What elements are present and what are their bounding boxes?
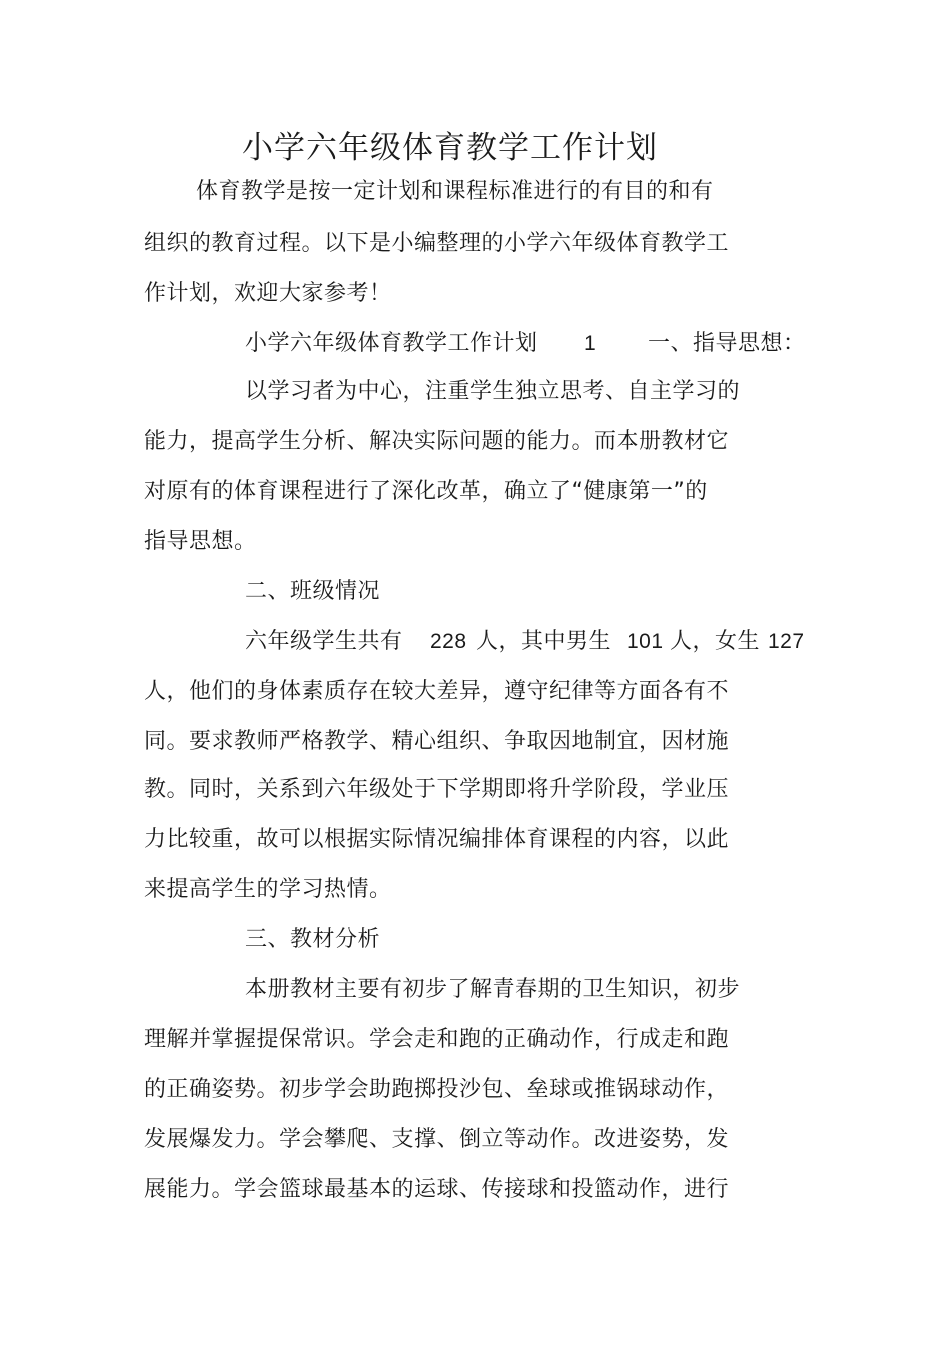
plan-heading-number: 1 [584,332,597,355]
class-line-4: 教。同时，关系到六年级处于下学期即将升学阶段，学业压 [144,777,730,802]
material-line-5: 展能力。学会篮球最基本的运球、传接球和投篮动作，进行 [144,1177,730,1202]
class-total-count: 228 [430,630,467,653]
material-line-1: 本册教材主要有初步了解青春期的卫生知识，初步 [245,977,741,1002]
material-line-2: 理解并掌握提保常识。学会走和跑的正确动作，行成走和跑 [144,1027,730,1052]
class-boys-count: 101 [627,630,664,653]
document-title: 小学六年级体育教学工作计划 [242,130,658,166]
section-heading-class: 二、班级情况 [245,579,381,604]
intro-line-3: 作计划，欢迎大家参考！ [144,281,392,306]
class-line-1-a: 六年级学生共有 [245,629,403,654]
class-line-1-c: 人，女生 [670,629,761,654]
class-line-3: 同。要求教师严格教学、精心组织、争取因地制宜，因材施 [144,729,730,754]
guiding-line-1: 以学习者为中心，注重学生独立思考、自主学习的 [245,379,741,404]
class-line-6: 来提高学生的学习热情。 [144,877,392,902]
plan-heading-name: 小学六年级体育教学工作计划 [245,331,538,356]
material-line-3: 的正确姿势。初步学会助跑掷投沙包、垒球或推锅球动作， [144,1077,730,1102]
section-heading-material: 三、教材分析 [245,927,381,952]
intro-line-1: 体育教学是按一定计划和课程标准进行的有目的和有 [196,179,714,204]
guiding-line-3: 对原有的体育课程进行了深化改革，确立了“健康第一”的 [144,479,708,504]
class-line-5: 力比较重，故可以根据实际情况编排体育课程的内容，以此 [144,827,730,852]
section-heading-guiding: 一、指导思想： [648,331,806,356]
material-line-4: 发展爆发力。学会攀爬、支撑、倒立等动作。改进姿势，发 [144,1127,730,1152]
intro-line-2: 组织的教育过程。以下是小编整理的小学六年级体育教学工 [144,231,730,256]
class-line-1-b: 人，其中男生 [476,629,612,654]
class-girls-count: 127 [768,630,805,653]
guiding-line-4: 指导思想。 [144,529,257,554]
class-line-2: 人，他们的身体素质存在较大差异，遵守纪律等方面各有不 [144,679,730,704]
guiding-line-2: 能力，提高学生分析、解决实际问题的能力。而本册教材它 [144,429,730,454]
